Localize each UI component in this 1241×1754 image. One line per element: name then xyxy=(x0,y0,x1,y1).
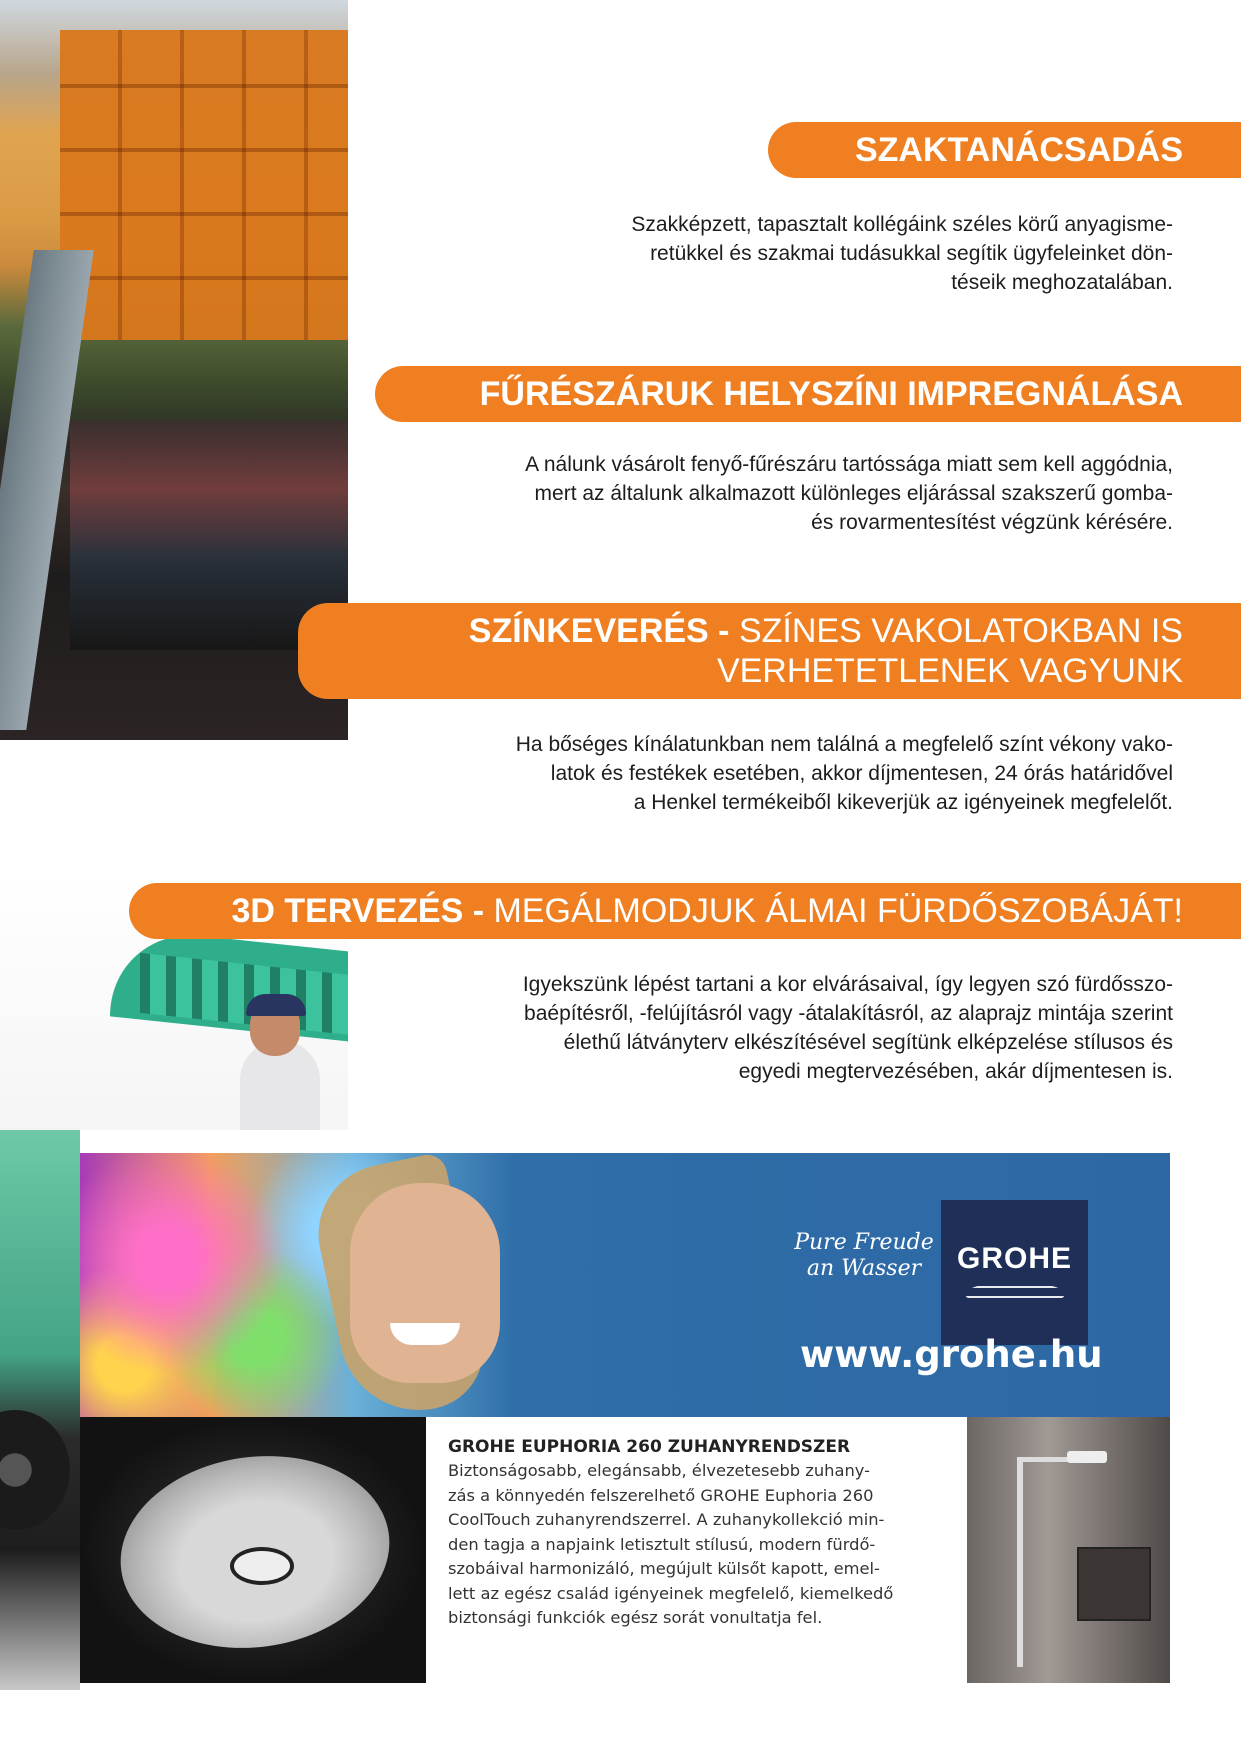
forklift-wheel xyxy=(0,1410,70,1530)
shower-system-photo xyxy=(967,1417,1170,1683)
paragraph-3d-tervezes: Igyekszünk lépést tartani a kor elvárásaival, így legyen szó fürdősszo- baépítésről, -felújításról vagy -átalakításról, az alaprajz mintája szerint élethű látványterv elkészítésével segítünk elképzelése stílusos és egyedi megtervezésében, akár díjmentesen is. xyxy=(522,973,1173,1083)
heading-impregnalas: FŰRÉSZÁRUK HELYSZÍNI IMPREGNÁLÁSA xyxy=(375,366,1241,422)
waves-icon xyxy=(965,1282,1065,1306)
product-body: Biztonságosabb, elegánsabb, élvezetesebb zuhany- zás a könnyedén felszerelhető GROHE Euphoria 260 CoolTouch zuhanyrendszerrel. A zuhanykollekció min- den tagja a napjaink letisztult stílusú, modern fürdő- szobáival harmonizáló, megújult külsőt kapott, emel- lett az egész család igényeinek megfelelő, kiemelkedő biztonsági funkciók egész sorát vonultatja fel. xyxy=(448,1461,894,1627)
shower-head-photo xyxy=(80,1417,426,1683)
grohe-advertisement xyxy=(80,1153,1170,1683)
wall-niche xyxy=(1077,1547,1151,1621)
heading-szinkeveres: SZÍNKEVERÉS - SZÍNES VAKOLATOKBAN IS VERHETETLENEK VAGYUNK xyxy=(298,603,1241,699)
grohe-logo: GROHE xyxy=(941,1200,1088,1345)
forklift-photo xyxy=(0,1130,80,1690)
lumber-stack xyxy=(60,30,348,340)
product-description xyxy=(448,1437,948,1631)
grohe-banner xyxy=(80,1153,1170,1417)
product-title: GROHE EUPHORIA 260 ZUHANYRENDSZER xyxy=(448,1437,851,1457)
woman-face xyxy=(350,1183,500,1383)
lumber-yard-photo xyxy=(0,0,348,740)
paragraph-szinkeveres: Ha bőséges kínálatunkban nem találná a megfelelő színt vékony vako- latok és festékek esetében, akkor díjmentesen, 24 órás határidővel a Henkel termékeiből kikeverjük az igényeinek megfelelőt. xyxy=(515,733,1173,814)
rain-shower-icon xyxy=(1067,1451,1107,1463)
paragraph-impregnalas: A nálunk vásárolt fenyő-fűrészáru tartóssága miatt sem kell aggódnia, mert az általunk alkalmazott különleges eljárással szakszerű gomba- és rovarmentesítést végzünk kérésére. xyxy=(525,453,1173,534)
heading-3d-tervezes: 3D TERVEZÉS - MEGÁLMODJUK ÁLMAI FÜRDŐSZOBÁJÁT! xyxy=(129,883,1241,939)
grohe-tagline: Pure Freude an Wasser xyxy=(794,1230,934,1281)
heading-szaktanacsadas: SZAKTANÁCSADÁS xyxy=(768,122,1241,178)
driver-cap xyxy=(246,994,306,1016)
paragraph-szaktanacsadas: Szakképzett, tapasztalt kollégáink széles körű anyagisme- retükkel és szakmai tudásukkal segítik ügyfeleinket dön- téseik meghozatalában. xyxy=(631,213,1173,294)
grohe-url[interactable]: www.grohe.hu xyxy=(800,1333,1103,1376)
